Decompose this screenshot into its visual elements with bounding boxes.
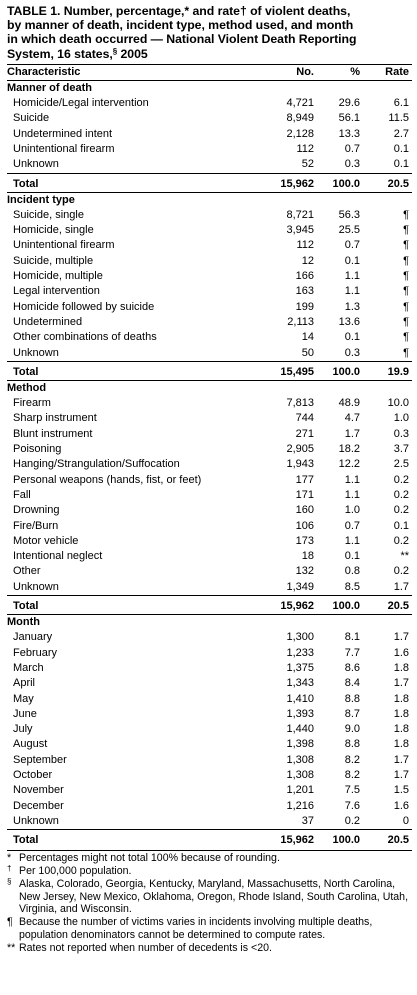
row-percent: 56.1 — [338, 112, 360, 125]
table-row — [7, 330, 412, 345]
row-percent: 0.7 — [344, 143, 360, 155]
row-percent: 8.1 — [344, 631, 360, 644]
table-row — [7, 284, 412, 299]
row-label: Personal weapons (hands, fist, or feet) — [13, 473, 202, 486]
total-label: Total — [13, 834, 39, 847]
row-number: 4,721 — [286, 97, 314, 110]
table-row — [7, 646, 412, 661]
row-label: Fire/Burn — [13, 519, 59, 532]
row-rate: 0.2 — [393, 488, 409, 501]
row-rate: ¶ — [403, 208, 409, 221]
total-percent: 100.0 — [332, 834, 360, 847]
row-percent: 4.7 — [344, 412, 360, 425]
row-percent: 1.1 — [344, 473, 360, 486]
row-number: 12 — [301, 254, 314, 267]
row-number: 1,393 — [286, 707, 314, 720]
column-header-pct: % — [350, 65, 360, 78]
row-label: Fall — [13, 488, 31, 501]
table-row — [7, 580, 412, 595]
row-percent: 7.7 — [344, 646, 360, 659]
row-number: 171 — [295, 488, 314, 501]
row-percent: 0.1 — [344, 550, 360, 563]
section-heading — [7, 81, 412, 96]
row-rate: 1.7 — [393, 631, 409, 644]
row-number: 163 — [295, 285, 314, 298]
row-rate: 1.8 — [393, 723, 409, 736]
row-number: 166 — [295, 270, 314, 283]
row-rate: 1.7 — [393, 677, 409, 690]
footnote-marker — [7, 878, 19, 916]
row-percent: 8.4 — [344, 677, 360, 690]
row-percent: 13.6 — [338, 315, 360, 328]
section-heading-label: Incident type — [7, 193, 75, 206]
footnote-marker-symbol: ¶ — [7, 916, 13, 929]
row-label: Unknown — [13, 158, 59, 171]
row-rate: 1.7 — [393, 580, 409, 593]
row-label: February — [13, 646, 58, 659]
row-label: December — [13, 799, 64, 812]
row-number: 37 — [301, 814, 314, 827]
table-row — [7, 411, 412, 426]
row-number: 8,949 — [286, 112, 314, 125]
row-rate: 0.1 — [393, 519, 409, 532]
section-heading-label: Month — [7, 616, 40, 629]
row-label: Sharp instrument — [13, 412, 97, 425]
row-percent: 8.7 — [344, 707, 360, 720]
table-title — [7, 4, 412, 61]
table-document — [7, 0, 412, 955]
row-rate: ¶ — [403, 270, 409, 283]
table-row — [7, 737, 412, 752]
table-row — [7, 722, 412, 737]
row-rate: 0.3 — [393, 427, 409, 440]
row-number: 18 — [301, 550, 314, 563]
row-percent: 0.1 — [344, 331, 360, 344]
title-line-1: TABLE 1. Number, percentage,* and rate† of violent deaths, — [7, 4, 351, 18]
row-label: Drowning — [13, 504, 60, 517]
section-heading — [7, 381, 412, 396]
row-percent: 29.6 — [338, 97, 360, 110]
total-row — [7, 361, 412, 380]
table-row — [7, 661, 412, 676]
row-percent: 0.2 — [344, 814, 360, 827]
row-number: 1,375 — [286, 661, 314, 674]
row-label: September — [13, 753, 67, 766]
footnote-text: Percentages might not total 100% because of rounding. — [19, 852, 280, 865]
row-label: Suicide, single — [13, 208, 84, 221]
row-rate: 2.5 — [393, 458, 409, 471]
footnote-text: Because the number of victims varies in incidents involving multiple deaths, population denominators cannot be determined to compute rates. — [19, 916, 373, 941]
row-number: 160 — [295, 504, 314, 517]
title-line-2: by manner of death, incident type, method used, and month — [7, 18, 354, 33]
total-row — [7, 595, 412, 614]
total-rate: 20.5 — [387, 834, 409, 847]
title-line-3: in which death occurred — National Violent Death Reporting — [7, 32, 357, 47]
table-row — [7, 223, 412, 238]
row-number: 199 — [295, 300, 314, 313]
table-row — [7, 564, 412, 579]
row-rate: 0.1 — [393, 158, 409, 171]
table-row — [7, 396, 412, 411]
table-row — [7, 127, 412, 142]
footnote-marker — [7, 916, 19, 942]
table-row — [7, 814, 412, 829]
row-label: November — [13, 784, 64, 797]
footnote-marker-symbol: † — [7, 863, 12, 873]
row-label: Other — [13, 565, 41, 578]
table-row — [7, 254, 412, 269]
row-percent: 8.2 — [344, 768, 360, 781]
footnote-marker — [7, 942, 19, 955]
total-number: 15,962 — [280, 834, 314, 847]
table-row — [7, 208, 412, 223]
total-percent: 100.0 — [332, 365, 360, 378]
row-percent: 1.0 — [344, 504, 360, 517]
row-label: March — [13, 661, 44, 674]
row-label: Homicide, single — [13, 224, 94, 237]
table-row — [7, 427, 412, 442]
row-percent: 0.3 — [344, 158, 360, 171]
row-rate: 1.8 — [393, 738, 409, 751]
row-label: Undetermined intent — [13, 127, 113, 140]
table-row — [7, 783, 412, 798]
table-row — [7, 346, 412, 361]
footnote-marker-symbol: * — [7, 852, 12, 865]
row-number: 1,943 — [286, 458, 314, 471]
table-row — [7, 269, 412, 284]
row-percent: 7.6 — [344, 799, 360, 812]
row-label: August — [13, 738, 48, 751]
row-rate: 1.8 — [393, 661, 409, 674]
footnote — [7, 878, 412, 916]
row-rate: 0.2 — [393, 534, 409, 547]
row-number: 106 — [295, 519, 314, 532]
footnote — [7, 916, 412, 942]
row-number: 1,343 — [286, 677, 314, 690]
footnotes — [7, 850, 412, 954]
row-percent: 1.3 — [344, 300, 360, 313]
table-row — [7, 707, 412, 722]
row-percent: 1.1 — [344, 270, 360, 283]
row-rate: ** — [400, 550, 409, 563]
title-line-4: System, 16 states,§ 2005 — [7, 46, 148, 61]
row-label: January — [13, 631, 53, 644]
total-label: Total — [13, 365, 39, 378]
row-rate: 6.1 — [393, 97, 409, 110]
row-number: 1,308 — [286, 753, 314, 766]
row-percent: 0.1 — [344, 254, 360, 267]
table-row — [7, 549, 412, 564]
row-rate: ¶ — [403, 239, 409, 252]
footnote — [7, 865, 412, 878]
row-percent: 9.0 — [344, 723, 360, 736]
row-rate: ¶ — [403, 224, 409, 237]
table-row — [7, 442, 412, 457]
row-label: Unintentional firearm — [13, 143, 115, 155]
footnote-text: Per 100,000 population. — [19, 864, 132, 877]
row-percent: 12.2 — [338, 458, 360, 471]
row-label: Homicide, multiple — [13, 270, 103, 283]
row-rate: 10.0 — [387, 397, 409, 410]
row-label: July — [13, 723, 33, 736]
table-row — [7, 300, 412, 315]
row-rate: 3.7 — [393, 443, 409, 456]
row-percent: 13.3 — [338, 127, 360, 140]
row-number: 14 — [301, 331, 314, 344]
row-number: 1,349 — [286, 580, 314, 593]
row-number: 1,398 — [286, 738, 314, 751]
row-number: 52 — [301, 158, 314, 171]
row-label: Unknown — [13, 346, 59, 359]
row-rate: ¶ — [403, 331, 409, 344]
row-rate: ¶ — [403, 285, 409, 298]
row-rate: 0.2 — [393, 504, 409, 517]
row-percent: 8.8 — [344, 692, 360, 705]
total-row — [7, 173, 412, 192]
row-rate: 1.6 — [393, 799, 409, 812]
row-percent: 0.7 — [344, 519, 360, 532]
row-rate: 0.2 — [393, 565, 409, 578]
row-label: Poisoning — [13, 443, 62, 456]
footnote — [7, 942, 412, 955]
column-header-characteristic: Characteristic — [7, 65, 81, 78]
row-percent: 0.7 — [344, 239, 360, 252]
table-row — [7, 692, 412, 707]
row-number: 173 — [295, 534, 314, 547]
total-percent: 100.0 — [332, 600, 360, 613]
footnote-text: Alaska, Colorado, Georgia, Kentucky, Maryland, Massachusetts, North Carolina, New Jersey, New Mexico, Oklahoma, Oregon, Rhode Island, South Carolina, Utah, Virginia, and Wisconsin. — [19, 877, 409, 916]
row-number: 112 — [296, 239, 314, 252]
footnote — [7, 852, 412, 865]
row-rate: ¶ — [403, 346, 409, 359]
row-percent: 1.1 — [344, 534, 360, 547]
row-label: Unknown — [13, 814, 59, 827]
row-number: 1,233 — [286, 646, 314, 659]
row-rate: 1.0 — [393, 412, 409, 425]
row-label: Legal intervention — [13, 285, 100, 298]
row-label: Suicide — [13, 112, 50, 125]
row-percent: 56.3 — [338, 208, 360, 221]
row-percent: 8.5 — [344, 580, 360, 593]
total-rate: 20.5 — [387, 177, 409, 190]
section-heading — [7, 615, 412, 630]
table-row — [7, 630, 412, 645]
row-percent: 8.2 — [344, 753, 360, 766]
footnote-marker-symbol: § — [7, 876, 12, 886]
total-number: 15,962 — [280, 600, 314, 613]
table-row — [7, 676, 412, 691]
row-rate: 1.6 — [393, 646, 409, 659]
row-rate: 1.7 — [393, 753, 409, 766]
section-heading-label: Manner of death — [7, 81, 92, 94]
table-row — [7, 315, 412, 330]
row-percent: 1.7 — [344, 427, 360, 440]
row-rate: 11.5 — [388, 112, 409, 125]
row-rate: 1.8 — [393, 707, 409, 720]
row-number: 2,905 — [286, 443, 314, 456]
row-number: 1,201 — [286, 784, 314, 797]
table-row — [7, 768, 412, 783]
footnote-marker-symbol: ** — [7, 941, 16, 954]
row-percent: 8.8 — [344, 738, 360, 751]
row-label: Undetermined — [13, 315, 83, 328]
row-percent: 8.6 — [344, 661, 360, 674]
table-row — [7, 238, 412, 253]
section-heading — [7, 193, 412, 208]
row-number: 1,440 — [286, 723, 314, 736]
row-label: October — [13, 768, 53, 781]
section-heading-label: Method — [7, 381, 47, 394]
row-number: 1,410 — [286, 692, 314, 705]
row-number: 1,216 — [286, 799, 314, 812]
table-row — [7, 142, 412, 157]
row-percent: 25.5 — [338, 224, 360, 237]
row-percent: 18.2 — [338, 443, 360, 456]
column-header-rate: Rate — [385, 65, 409, 78]
row-label: Other combinations of deaths — [13, 331, 157, 344]
row-label: Hanging/Strangulation/Suffocation — [13, 458, 180, 471]
row-number: 177 — [295, 473, 314, 486]
row-number: 2,128 — [286, 127, 314, 140]
row-rate: ¶ — [403, 254, 409, 267]
row-percent: 0.8 — [344, 565, 360, 578]
row-rate: ¶ — [403, 315, 409, 328]
total-rate: 19.9 — [387, 365, 409, 378]
row-label: Unintentional firearm — [13, 239, 115, 252]
table-row — [7, 753, 412, 768]
column-header-no: No. — [296, 65, 314, 78]
row-percent: 1.1 — [344, 488, 360, 501]
table-row — [7, 799, 412, 814]
total-row — [7, 829, 412, 848]
row-number: 8,721 — [286, 208, 314, 221]
row-number: 3,945 — [286, 224, 314, 237]
total-number: 15,495 — [280, 365, 314, 378]
total-rate: 20.5 — [387, 600, 409, 613]
row-rate: 1.7 — [393, 768, 409, 781]
table-row — [7, 111, 412, 126]
row-number: 50 — [301, 346, 314, 359]
row-number: 744 — [295, 412, 314, 425]
row-label: Homicide followed by suicide — [13, 300, 155, 313]
total-percent: 100.0 — [332, 177, 360, 190]
table-row — [7, 488, 412, 503]
row-number: 7,813 — [286, 397, 314, 410]
row-rate: 1.5 — [393, 784, 409, 797]
row-rate: 2.7 — [393, 127, 409, 140]
row-rate: 0 — [402, 814, 409, 827]
row-label: Suicide, multiple — [13, 254, 94, 267]
row-percent: 48.9 — [338, 397, 360, 410]
table-row — [7, 157, 412, 172]
row-label: April — [13, 677, 36, 690]
row-percent: 0.3 — [344, 346, 360, 359]
table-row — [7, 503, 412, 518]
row-rate: 0.2 — [393, 473, 409, 486]
table-row — [7, 473, 412, 488]
row-rate: ¶ — [403, 300, 409, 313]
table-row — [7, 519, 412, 534]
row-number: 112 — [296, 143, 314, 155]
row-number: 132 — [295, 565, 314, 578]
row-label: Intentional neglect — [13, 550, 103, 563]
row-label: Motor vehicle — [13, 534, 79, 547]
row-number: 1,308 — [286, 768, 314, 781]
row-percent: 7.5 — [344, 784, 360, 797]
footnote-text: Rates not reported when number of decedents is <20. — [19, 941, 272, 954]
column-header-row — [7, 65, 412, 81]
row-label: Firearm — [13, 397, 51, 410]
row-number: 271 — [295, 427, 314, 440]
table-row — [7, 534, 412, 549]
row-label: Blunt instrument — [13, 427, 93, 440]
row-label: May — [13, 692, 34, 705]
total-label: Total — [13, 600, 39, 613]
table-row — [7, 96, 412, 111]
row-number: 1,300 — [286, 631, 314, 644]
row-label: Unknown — [13, 580, 59, 593]
total-number: 15,962 — [280, 177, 314, 190]
total-label: Total — [13, 177, 39, 190]
row-number: 2,113 — [287, 315, 314, 328]
row-percent: 1.1 — [344, 285, 360, 298]
table-row — [7, 457, 412, 472]
row-rate: 1.8 — [393, 692, 409, 705]
row-rate: 0.1 — [393, 143, 409, 155]
row-label: June — [13, 707, 37, 720]
row-label: Homicide/Legal intervention — [13, 97, 149, 110]
table-body — [7, 81, 412, 848]
